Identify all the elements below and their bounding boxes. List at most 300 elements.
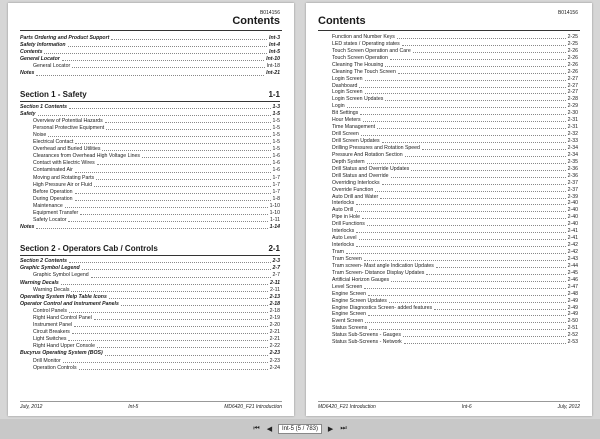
dot-leader	[72, 67, 265, 68]
toc-entry-page: 1-3	[272, 103, 280, 110]
dot-leader	[364, 288, 565, 289]
dot-leader	[111, 39, 267, 40]
dot-leader	[368, 295, 566, 296]
toc-entry-label: Hour Meters	[332, 117, 361, 124]
toc-entry-label: Touch Screen Operation	[332, 54, 388, 61]
page-title: Contents	[318, 15, 366, 27]
toc-entry[interactable]	[20, 287, 280, 294]
toc-entry-label: Login Screen Updates	[332, 96, 384, 103]
toc-entry[interactable]	[20, 56, 280, 63]
dot-leader	[368, 315, 566, 316]
toc-entry-page: 2-3	[272, 258, 280, 265]
dot-leader	[363, 121, 566, 122]
toc-entry-label: Overview of Potential Hazards	[33, 117, 103, 124]
toc-entry[interactable]	[332, 201, 578, 208]
toc-entry-label: Auto Level	[332, 235, 357, 242]
right-page	[306, 3, 592, 416]
toc-entry[interactable]	[332, 270, 578, 277]
dot-leader	[71, 291, 268, 292]
toc-entry[interactable]	[332, 291, 578, 298]
toc-entry-page: 2-26	[567, 54, 578, 61]
title-rule	[318, 30, 580, 31]
toc-entry-page: 2-18	[269, 300, 280, 307]
dot-leader	[405, 156, 566, 157]
dot-leader	[385, 66, 565, 67]
toc-entry-page: 1-5	[272, 124, 280, 131]
toc-entry-label: Electrical Contact	[33, 139, 74, 146]
toc-entry[interactable]	[20, 160, 280, 167]
toc-entry[interactable]	[20, 294, 280, 301]
toc-entry-label: Function and Number Keys	[332, 33, 395, 40]
toc-entry[interactable]	[20, 322, 280, 329]
toc-entry[interactable]	[332, 131, 578, 138]
toc-entry[interactable]	[332, 69, 578, 76]
toc-entry-label: Graphic Symbol Legend	[20, 265, 80, 272]
toc-entry-page: 2-50	[567, 318, 578, 325]
toc-entry-page: 1-10	[269, 209, 280, 216]
toc-entry[interactable]	[332, 110, 578, 117]
toc-entry[interactable]	[20, 343, 280, 350]
toc-entry[interactable]	[20, 301, 280, 308]
toc-entry-page: 2-41	[567, 228, 578, 235]
dot-leader	[377, 128, 566, 129]
toc-entry[interactable]	[20, 203, 280, 210]
dot-leader	[389, 302, 566, 303]
toc-entry[interactable]	[20, 258, 280, 265]
toc-entry-page: 2-42	[567, 242, 578, 249]
toc-entry[interactable]	[20, 167, 280, 174]
toc-entry-page: 2-43	[567, 255, 578, 262]
toc-entry-page: 1-8	[272, 195, 280, 202]
toc-entry-page: 2-13	[269, 293, 280, 300]
toc-entry-page: 2-49	[567, 297, 578, 304]
toc-entry-page: 1-6	[272, 160, 280, 167]
last-page-icon[interactable]: ⏭	[340, 425, 347, 432]
toc-entry-page: 2-26	[567, 47, 578, 54]
toc-entry-page: 2-7	[272, 265, 280, 272]
toc-entry[interactable]	[20, 308, 280, 315]
toc-entry[interactable]	[20, 280, 280, 287]
toc-entry-label: Interlocks	[332, 242, 355, 249]
toc-entry-label: Depth System	[332, 158, 365, 165]
dot-leader	[91, 277, 271, 278]
toc-entry[interactable]	[332, 298, 578, 305]
dot-leader	[365, 93, 566, 94]
toc-entry-page: 2-40	[567, 200, 578, 207]
toc-entry[interactable]	[332, 277, 578, 284]
dot-leader	[422, 149, 566, 150]
toc-entry-page: 2-30	[567, 110, 578, 117]
toc-entry-page: 1-11	[270, 217, 280, 224]
toc-entry[interactable]	[332, 90, 578, 97]
toc-entry-page: 2-37	[567, 179, 578, 186]
toc-entry[interactable]	[332, 221, 578, 228]
toc-entry-page: 2-34	[567, 144, 578, 151]
toc-entry-label: Cleaning The Housing	[332, 61, 384, 68]
toc-entry-label: During Operation	[33, 195, 73, 202]
toc-entry-page: 2-11	[270, 279, 280, 286]
toc-entry-page: 2-44	[567, 262, 578, 269]
toc-entry-page: 2-39	[567, 193, 578, 200]
toc-entry-label: Operating System Help Table Icons	[20, 293, 107, 300]
toc-entry-page: 2-31	[567, 117, 578, 124]
toc-entry-page: 2-52	[567, 332, 578, 339]
toc-entry-page: 1-14	[269, 224, 280, 231]
toc-entry[interactable]	[332, 145, 578, 152]
toc-entry[interactable]	[332, 159, 578, 166]
toc-entry[interactable]	[332, 103, 578, 110]
dot-leader	[69, 262, 271, 263]
toc-entry[interactable]	[332, 263, 578, 270]
toc-entry-page: 2-28	[567, 96, 578, 103]
toc-entry[interactable]	[20, 272, 280, 279]
toc-entry[interactable]	[332, 180, 578, 187]
toc-entry-label: Cleaning The Touch Screen	[332, 68, 396, 75]
toc-entry[interactable]	[20, 153, 280, 160]
toc-entry[interactable]	[20, 196, 280, 203]
dot-leader	[68, 221, 268, 222]
toc-entry-page: 2-53	[567, 339, 578, 346]
toc-entry-label: Safety Locator	[33, 217, 67, 224]
dot-leader	[359, 87, 565, 88]
toc-entry-page: 2-34	[567, 151, 578, 158]
toc-entry[interactable]	[20, 336, 280, 343]
toc-entry-page: 1-7	[272, 181, 280, 188]
toc-entry[interactable]	[332, 117, 578, 124]
toc-entry-label: Login Screen	[332, 75, 363, 82]
toc-entry[interactable]	[332, 339, 578, 346]
dot-leader	[347, 107, 566, 108]
toc-entry-page: 2-22	[269, 343, 280, 350]
next-page-icon[interactable]: ▶	[327, 426, 334, 433]
toc-entry[interactable]	[332, 214, 578, 221]
toc-entry[interactable]	[332, 325, 578, 332]
toc-entry[interactable]	[332, 305, 578, 312]
dot-leader	[362, 218, 566, 219]
toc-entry-page: 2-26	[567, 68, 578, 75]
toc-entry-page: Int-4	[269, 42, 280, 49]
toc-entry[interactable]	[332, 284, 578, 291]
toc-entry-label: Equipment Transfer	[33, 209, 79, 216]
toc-entry-page: Int-3	[269, 35, 280, 41]
toc-entry[interactable]	[20, 104, 280, 111]
toc-entry-label: Maintenance	[33, 202, 63, 209]
toc-entry-label: Override Function	[332, 186, 374, 193]
dot-leader	[75, 172, 271, 173]
toc-entry[interactable]	[20, 63, 280, 70]
toc-entry[interactable]	[20, 224, 280, 231]
toc-entry-label: Contaminated Air	[33, 167, 73, 174]
toc-entry[interactable]	[332, 235, 578, 242]
toc-entry-page: 1-6	[272, 167, 280, 174]
toc-entry-page: 2-32	[567, 131, 578, 138]
toc-entry-label: Auto Drill	[332, 207, 354, 214]
dot-leader	[61, 284, 268, 285]
dot-leader	[63, 362, 268, 363]
toc-entry-page: 2-27	[567, 89, 578, 96]
toc-entry-label: Contact with Electric Wires	[33, 160, 95, 167]
toc-entry-page: 2-23	[269, 350, 280, 357]
toc-entry[interactable]	[20, 217, 280, 224]
dot-leader	[94, 186, 270, 187]
toc-entry-label: Pressure And Rotation Section	[332, 151, 403, 158]
toc-entry-page: 2-49	[567, 304, 578, 311]
dot-leader	[121, 305, 268, 306]
toc-entry[interactable]	[332, 34, 578, 41]
toc-entry-label: Pipe in Hole	[332, 214, 360, 221]
toc-entry-label: Artificial Horizon Gauges	[332, 276, 390, 283]
doc-number: B014156	[259, 10, 280, 16]
toc-entry[interactable]	[20, 175, 280, 182]
toc-entry-label: Drilling Pressures and Rotation Speed	[332, 144, 420, 151]
toc-entry[interactable]	[332, 187, 578, 194]
toc-entry-page: Int-18	[266, 63, 280, 70]
dot-leader	[382, 184, 566, 185]
dot-leader	[356, 246, 565, 247]
toc-entry[interactable]	[20, 42, 280, 49]
toc-entry[interactable]	[20, 111, 280, 118]
toc-entry-label: LED states / Operating states	[332, 40, 400, 47]
dot-leader	[434, 309, 566, 310]
toc-entry-label: Control Panels	[33, 307, 68, 314]
toc-entry-page: 2-31	[567, 124, 578, 131]
dot-leader	[65, 207, 268, 208]
dot-leader	[390, 59, 566, 60]
toc-entry[interactable]	[332, 41, 578, 48]
toc-entry[interactable]	[332, 96, 578, 103]
toc-entry-label: Operation Controls	[33, 364, 77, 371]
toc-entry-label: Contents	[20, 49, 43, 56]
toc-entry-label: Engine Screen	[332, 311, 367, 318]
toc-entry-page: 1-5	[272, 117, 280, 124]
toc-entry-page: 1-7	[272, 174, 280, 181]
toc-entry[interactable]	[20, 182, 280, 189]
toc-entry-label: Auto Drill and Water	[332, 193, 379, 200]
toc-entry[interactable]	[20, 132, 280, 139]
dot-leader	[74, 326, 267, 327]
toc-entry-page: 2-40	[567, 214, 578, 221]
toc-entry-label: Warning Decals	[20, 279, 59, 286]
dot-leader	[365, 80, 566, 81]
toc-entry[interactable]	[332, 318, 578, 325]
dot-leader	[369, 329, 565, 330]
toc-entry-page: 1-6	[272, 153, 280, 160]
toc-entry-label: Parts Ordering and Product Support	[20, 35, 110, 41]
toc-entry-label: Right Hand Upper Console	[33, 343, 95, 350]
toc-entry-label: Dashboard	[332, 82, 358, 89]
dot-leader	[75, 200, 271, 201]
toc-entry[interactable]	[20, 315, 280, 322]
section-heading[interactable]: Section 1 - Safety 1-1	[20, 90, 280, 102]
toc-entry-page: 2-7	[272, 272, 280, 279]
toc-entry-page: 2-41	[567, 235, 578, 242]
dot-leader	[391, 281, 566, 282]
dot-leader	[356, 232, 565, 233]
toc-entry-label: Drill Status and Override Updates	[332, 165, 410, 172]
toc-entry-page: Int-5	[269, 49, 280, 56]
toc-entry[interactable]	[20, 265, 280, 272]
toc-entry-label: Safety Information	[20, 42, 66, 49]
toc-entry-page: 2-11	[270, 286, 280, 293]
dot-leader	[367, 163, 566, 164]
toc-entry-page: 2-19	[269, 315, 280, 321]
toc-entry[interactable]	[20, 358, 280, 365]
toc-entry[interactable]	[332, 249, 578, 256]
dot-leader	[44, 53, 267, 54]
toc-entry-label: Drill Monitor	[33, 357, 61, 364]
toc-entry-label: Graphic Symbol Legend	[33, 272, 89, 279]
dot-leader	[75, 143, 270, 144]
toc-entry-page: 1-10	[269, 202, 280, 209]
dot-leader	[80, 214, 267, 215]
dot-leader	[367, 225, 566, 226]
page-title: Contents	[232, 15, 280, 27]
page-indicator[interactable]: Int-5 (5 / 783)	[278, 424, 322, 434]
dot-leader	[385, 100, 565, 101]
toc-entry[interactable]	[332, 138, 578, 145]
toc-entry[interactable]	[332, 76, 578, 83]
toc-entry-label: Engine Screen Updates	[332, 297, 387, 304]
toc-entry[interactable]	[332, 83, 578, 90]
toc-entry-label: Engine Diagnostics Screen- added features	[332, 304, 433, 311]
toc-entry-label: Circuit Breakers	[33, 329, 70, 336]
toc-entry-label: Section 1 Contents	[20, 103, 67, 110]
toc-entry[interactable]	[20, 125, 280, 132]
toc-entry[interactable]	[20, 365, 280, 372]
toc-entry[interactable]	[332, 228, 578, 235]
toc-entry-page: 2-40	[567, 207, 578, 214]
toc-entry-label: General Locator	[33, 63, 71, 70]
toc-entry-page: Int-21	[266, 70, 280, 77]
dot-leader	[36, 75, 264, 76]
toc-entry-page: 2-27	[567, 82, 578, 89]
toc-entry-page: 2-36	[567, 165, 578, 172]
dot-leader	[397, 38, 566, 39]
section-heading[interactable]: Section 2 - Operators Cab / Controls 2-1	[20, 244, 280, 256]
toc-entry[interactable]	[20, 329, 280, 336]
dot-leader	[382, 142, 566, 143]
toc-entry-label: Tram	[332, 249, 344, 256]
dot-leader	[68, 340, 267, 341]
dot-leader	[380, 198, 565, 199]
dot-leader	[142, 157, 271, 158]
dot-leader	[105, 355, 268, 356]
toc-entry-page: 2-35	[567, 158, 578, 165]
toc-entry-page: 2-49	[567, 311, 578, 318]
toc-entry[interactable]	[20, 35, 280, 42]
toc-entry-page: 1-5	[272, 110, 280, 117]
dot-leader	[96, 179, 270, 180]
toc-entry-label: High Pressure Air or Fluid	[33, 181, 93, 188]
toc-entry-page: 2-47	[567, 283, 578, 290]
toc-entry-label: Login	[332, 103, 345, 110]
dot-leader	[62, 60, 264, 61]
toc-entry[interactable]	[20, 189, 280, 196]
toc-entry-label: Section 2 Contents	[20, 258, 67, 265]
toc-entry-label: Drill Functions	[332, 221, 365, 228]
toc-entry-label: Right Hand Control Panel	[33, 315, 92, 321]
dot-leader	[94, 319, 268, 320]
toc-entry[interactable]	[332, 55, 578, 62]
page-footer: MD6420_F21 Introduction Int-6 July, 2012	[318, 401, 580, 410]
toc-entry[interactable]	[332, 62, 578, 69]
toc-entry-label: Engine Screen	[332, 290, 367, 297]
toc-entry[interactable]	[20, 350, 280, 357]
dot-leader	[106, 129, 270, 130]
toc-entry-label: Overriding Interlocks	[332, 179, 380, 186]
toc-entry-page: 2-40	[567, 221, 578, 228]
toc-entry-page: 2-25	[567, 40, 578, 47]
toc-entry-label: Tram screen- Mast angle Indication Updates	[332, 262, 434, 269]
toc-entry-page: 2-42	[567, 249, 578, 256]
toc-entry[interactable]	[20, 139, 280, 146]
toc-entry[interactable]	[20, 118, 280, 125]
dot-leader	[79, 369, 268, 370]
toc-entry-label: Status Sub-Screens - Network	[332, 339, 402, 346]
toc-entry-label: Time Management	[332, 124, 376, 131]
prev-page-icon[interactable]: ◀	[266, 426, 273, 433]
toc-entry-label: Interlocks	[332, 200, 355, 207]
toc-entry-label: Bit Settings	[332, 110, 359, 117]
dot-leader	[359, 239, 566, 240]
doc-number: B014156	[557, 10, 578, 16]
toc-entry-label: Bucyrus Operating System (BOS)	[20, 350, 103, 357]
dot-leader	[102, 150, 270, 151]
dot-leader	[356, 204, 565, 205]
toc-entry-label: Tram Screen	[332, 255, 362, 262]
toc-entry[interactable]	[332, 194, 578, 201]
toc-entry-page: 2-23	[269, 357, 280, 364]
toc-entry-page: 1-7	[272, 188, 280, 195]
dot-leader	[36, 228, 267, 229]
dot-leader	[361, 135, 566, 136]
dot-leader	[402, 45, 566, 46]
toc-entry[interactable]	[332, 332, 578, 339]
dot-leader	[365, 322, 565, 323]
dot-leader	[355, 211, 566, 212]
dot-leader	[391, 177, 566, 178]
dot-leader	[411, 170, 565, 171]
toc-entry[interactable]	[20, 70, 280, 77]
toc-entry[interactable]	[332, 242, 578, 249]
dot-leader	[375, 191, 565, 192]
toc-entry[interactable]	[20, 49, 280, 56]
toc-entry-label: Personal Protective Equipment	[33, 124, 105, 131]
toc-left	[20, 35, 280, 372]
toc-entry[interactable]	[332, 124, 578, 131]
dot-leader	[48, 136, 270, 137]
toc-entry-page: 2-45	[567, 269, 578, 276]
toc-entry[interactable]	[20, 146, 280, 153]
toc-entry[interactable]	[332, 207, 578, 214]
toc-entry[interactable]	[332, 173, 578, 180]
toc-entry-page: 2-37	[567, 186, 578, 193]
toc-entry[interactable]	[332, 256, 578, 263]
toc-entry[interactable]	[332, 312, 578, 319]
toc-entry-label: Light Switches	[33, 336, 67, 343]
left-page	[8, 3, 294, 416]
toc-entry[interactable]	[332, 166, 578, 173]
first-page-icon[interactable]: ⏮	[253, 425, 260, 432]
toc-entry-label: Notes	[20, 70, 35, 77]
toc-entry[interactable]	[332, 152, 578, 159]
dot-leader	[360, 114, 565, 115]
toc-entry[interactable]	[20, 210, 280, 217]
toc-entry-page: Int-10	[266, 56, 280, 63]
toc-entry-label: Instrument Panel	[33, 322, 73, 329]
toc-entry-label: Noise	[33, 131, 47, 138]
toc-entry[interactable]	[332, 48, 578, 55]
